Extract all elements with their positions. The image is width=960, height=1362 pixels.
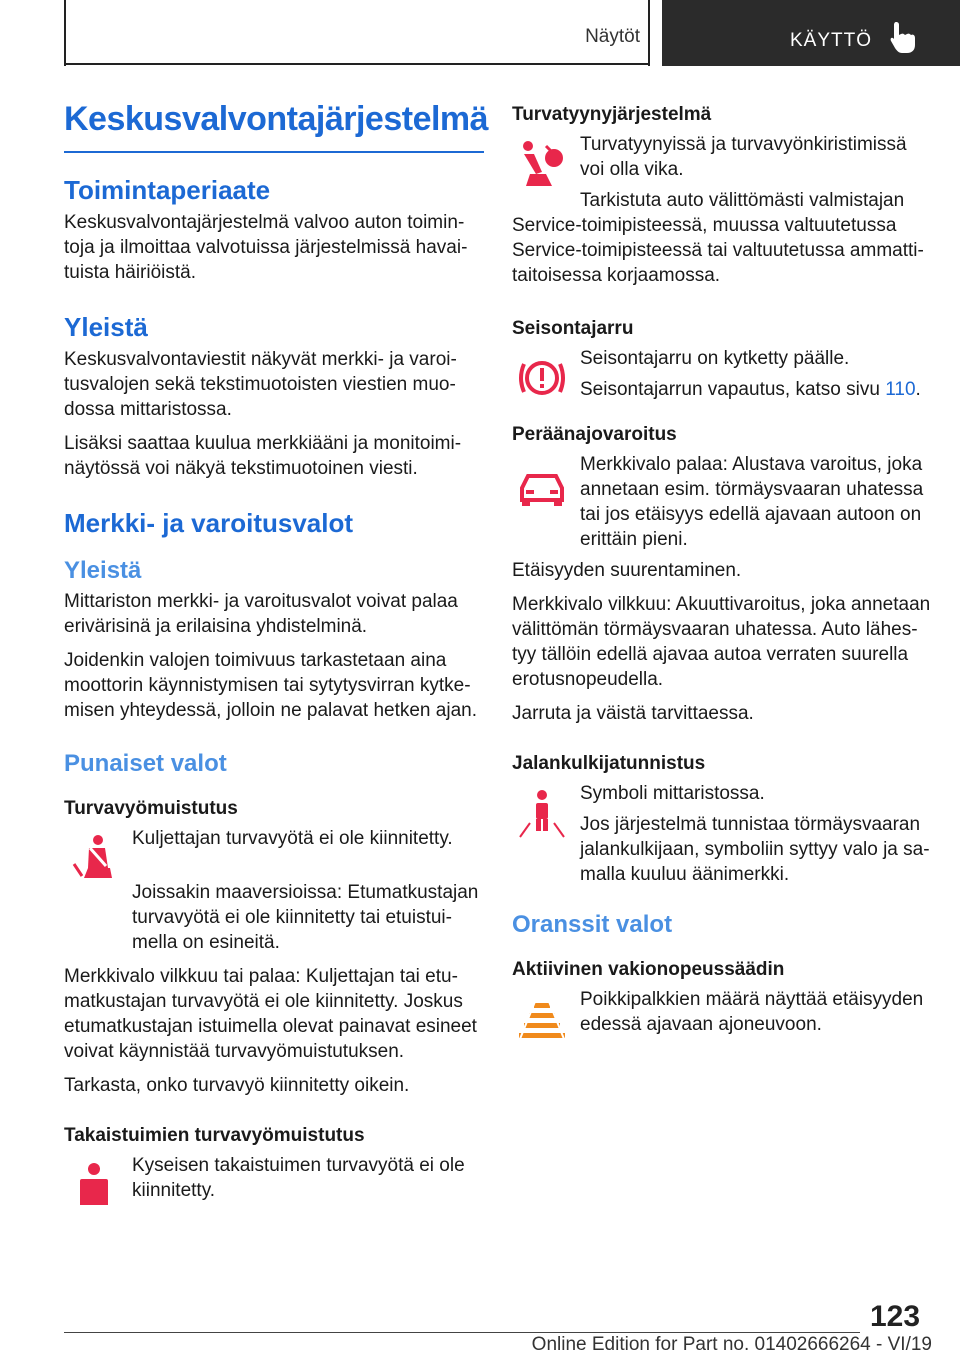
right-column	[512, 104, 932, 1047]
rear-seatbelt-block	[64, 1153, 484, 1213]
paragraph: Keskusvalvontajärjestelmä valvoo auton toimintoja ja ilmoittaa valvotuissa järjestelmissä havaituista häiriöistä.	[64, 212, 468, 283]
section-title-merkki-ja-varoitusvalot: Merkki- ja varoitusvalot	[64, 508, 353, 538]
paragraph: Joidenkin valojen toimivuus tarkastetaan aina moottorin käynnistymisen tai sytytysvirran kytkemisen yhteydessä, jolloin ne palavat hetken ajan.	[64, 650, 477, 721]
pedestrian-icon	[516, 787, 568, 839]
edition-note: Online Edition for Part no. 01402666264 - VI/19	[531, 1334, 932, 1355]
pedestrian-warning-block	[512, 781, 932, 887]
header-divider	[648, 0, 650, 66]
item-title-takaistuimien: Takaistuimien turvavyömuistutus	[64, 1125, 365, 1146]
section-title-toimintaperiaate: Toimintaperiaate	[64, 175, 271, 205]
pointing-hand-icon	[888, 20, 918, 54]
text: .	[915, 379, 921, 400]
section-title-yleista: Yleistä	[64, 312, 148, 342]
chapter-tab-label: KÄYTTÖ	[790, 30, 873, 51]
header-bottom-rule	[64, 63, 650, 65]
paragraph	[580, 377, 932, 402]
chapter-tab-kaytto[interactable]	[662, 0, 960, 66]
chapter-tab-naytot[interactable]: Näytöt	[585, 26, 640, 47]
paragraph: Jarruta ja väistä tarvittaessa.	[512, 703, 754, 724]
header-left-rule	[64, 0, 66, 66]
paragraph: Symboli mittaristossa.	[580, 783, 765, 804]
parking-brake-block	[512, 346, 932, 406]
paragraph: Jos järjestelmä tunnistaa törmäysvaaran jalankulkijaan, symboliin syttyy valo ja samalla kuuluu äänimerkki.	[580, 814, 930, 885]
paragraph: Merkkivalo vilkkuu tai palaa: Kuljettajan tai etumatkustajan turvavyötä ei ole kiinnitetty. Joskus etumatkustajan istuimella olevat painavat esineet voivat käynnistää turvavyömuistutuksen.	[64, 966, 477, 1062]
paragraph: Kyseisen takaistuimen turvavyötä ei ole kiinnitetty.	[132, 1155, 465, 1201]
paragraph: Seisontajarru on kytketty päälle.	[580, 348, 850, 369]
item-title-peraanajovaroitus: Peräänajovaroitus	[512, 424, 677, 445]
item-title-turvavyomuistutus: Turvavyömuistutus	[64, 798, 238, 819]
seatbelt-warning-icon	[68, 832, 120, 884]
subsection-title-yleista: Yleistä	[64, 557, 142, 584]
rear-seat-occupant-icon	[68, 1159, 120, 1211]
collision-warning-block	[512, 452, 932, 552]
page-title: Keskusvalvontajärjestelmä	[64, 100, 484, 153]
item-title-turvatyynyjarjestelma: Turvatyynyjärjestelmä	[512, 104, 712, 125]
item-title-seisontajarru: Seisontajarru	[512, 318, 634, 339]
paragraph: Merkkivalo palaa: Alustava varoitus, joka annetaan esim. törmäysvaaran uhatessa tai jos etäisyys edellä ajavaan autoon on erittäin pieni.	[580, 454, 924, 550]
parking-brake-icon	[516, 352, 568, 404]
text: Seisontajarrun vapautus, katso sivu	[580, 379, 886, 400]
footer-rule	[64, 1332, 860, 1333]
page-number: 123	[870, 1300, 921, 1333]
paragraph: Keskusvalvontaviestit näkyvät merkki- ja varoitusvalojen sekä tekstimuotoisten viestien muodossa mittaristossa.	[64, 349, 457, 420]
item-title-jalankulkijatunnistus: Jalankulkijatunnistus	[512, 753, 706, 774]
subsection-title-oranssit-valot: Oranssit valot	[512, 911, 673, 938]
left-column	[64, 100, 489, 1213]
paragraph-indented: Joissakin maaversioissa: Etumatkustajan turvavyötä ei ole kiinnitetty tai etuistuimella on esineitä.	[132, 882, 479, 953]
acc-distance-block	[512, 987, 932, 1047]
page-link-110[interactable]: 110	[885, 379, 916, 400]
paragraph: Merkkivalo vilkkuu: Akuuttivaroitus, joka annetaan välittömän törmäysvaaran uhatessa. Auto lähestyy tällöin edellä ajavaa autoa verraten suurella erotusnopeudella.	[512, 594, 931, 690]
paragraph: Poikkipalkkien määrä näyttää etäisyyden edessä ajavaan ajoneuvoon.	[580, 989, 924, 1035]
paragraph: Mittariston merkki- ja varoitusvalot voivat palaa erivärisinä ja erilaisina yhdistelminä.	[64, 591, 458, 637]
vehicle-collision-icon	[516, 458, 568, 510]
paragraph: Tarkasta, onko turvavyö kiinnitetty oikein.	[64, 1075, 410, 1096]
subsection-title-punaiset-valot: Punaiset valot	[64, 750, 227, 777]
item-title-aktiivinen-vakionopeussaadin: Aktiivinen vakionopeussäädin	[512, 959, 785, 980]
distance-bars-icon	[516, 993, 568, 1045]
seatbelt-warning-block	[64, 826, 484, 886]
airbag-warning-block	[512, 132, 932, 288]
paragraph: Turvatyynyissä ja turvavyönkiristimissä voi olla vika.	[580, 134, 907, 180]
paragraph: Tarkistuta auto välittömästi valmistajan Service-toimipisteessä, muussa valtuutetussa Service-toimipisteessä tai valtuutetussa ammattitaitoisessa korjaamossa.	[512, 190, 924, 286]
paragraph: Etäisyyden suurentaminen.	[512, 560, 742, 581]
airbag-warning-icon	[516, 138, 568, 190]
paragraph: Kuljettajan turvavyötä ei ole kiinnitetty.	[132, 828, 453, 849]
paragraph: Lisäksi saattaa kuulua merkkiääni ja monitoiminäytössä voi näkyä tekstimuotoinen viesti.	[64, 433, 462, 479]
